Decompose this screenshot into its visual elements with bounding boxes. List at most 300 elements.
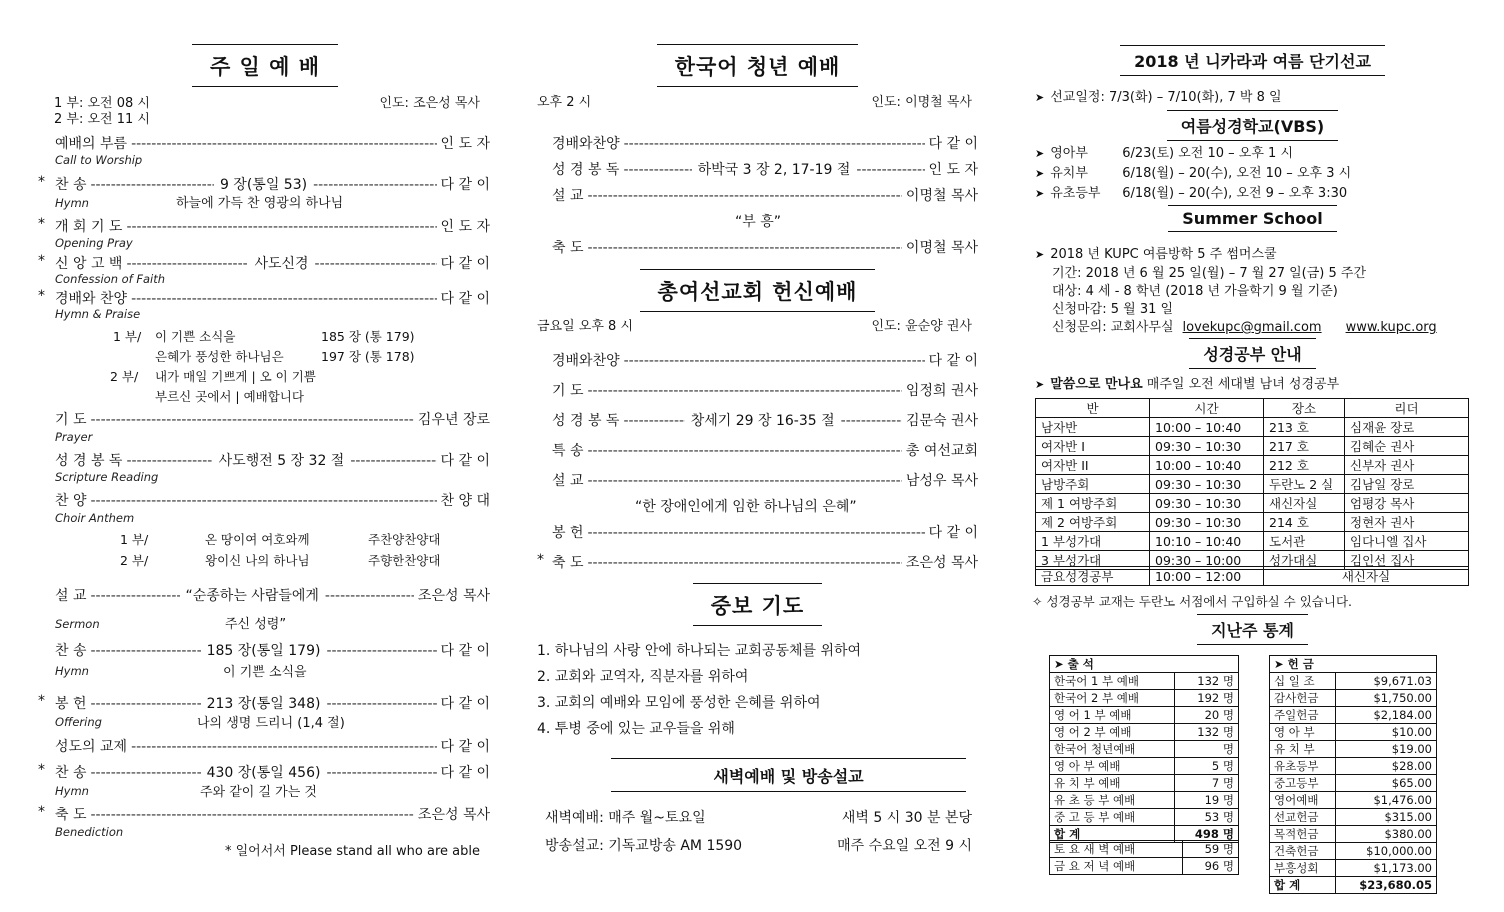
- table-row: [1036, 494, 1469, 513]
- table-row: [1036, 567, 1469, 586]
- women-order-item: [552, 470, 978, 490]
- other-services-column: [525, 0, 990, 912]
- hymn-title: 나의 생명 드리니 (1,4 절): [197, 716, 345, 731]
- weekly-stats-title: 지난주 통계: [1030, 614, 1475, 645]
- order-lbl: 봉 헌: [552, 525, 584, 541]
- order-who: 다 같 이: [440, 739, 490, 755]
- table-cell: 10:10 – 10:40: [1150, 532, 1264, 551]
- table-cell: $9,671.03: [1336, 673, 1437, 690]
- order-lbl: 찬 송: [55, 177, 87, 193]
- table-row: [1050, 758, 1239, 775]
- table-row: [1270, 758, 1437, 775]
- order-star: *: [38, 174, 45, 190]
- table-row: [1050, 673, 1239, 690]
- dotted-leader: [131, 739, 436, 755]
- order-item-en: Hymn & Praise: [55, 307, 141, 321]
- table-cell: 20 명: [1174, 707, 1238, 724]
- dawn-schedule: 새벽예배: 매주 월~토요일: [545, 810, 706, 826]
- order-who: 다 같 이: [440, 177, 491, 193]
- dotted-leader: [856, 162, 924, 178]
- order-mid: 185 장(통일 179): [206, 643, 321, 659]
- dotted-leader: [91, 807, 414, 823]
- table-cell: 금 요 저 녁 예배: [1050, 858, 1183, 875]
- table-cell: 영어예배: [1270, 792, 1336, 809]
- dotted-leader: [91, 765, 201, 781]
- order-item: [38, 174, 491, 194]
- table-header: 반: [1036, 399, 1150, 418]
- dotted-leader: [588, 240, 902, 256]
- table-cell: 한국어 청년예배: [1050, 741, 1175, 758]
- table-cell: 132 명: [1174, 673, 1238, 690]
- table-cell: 유초등부: [1270, 758, 1336, 775]
- order-item: [38, 693, 491, 713]
- table-total-row: [1270, 877, 1437, 894]
- table-cell: $19.00: [1336, 741, 1437, 758]
- praise-number: 185 장 (통 179): [321, 329, 415, 344]
- order-lbl: 설 교: [552, 188, 584, 204]
- order-lbl: 축 도: [55, 807, 87, 823]
- table-row: [1050, 858, 1239, 875]
- order-star: *: [38, 216, 45, 232]
- stand-footnote: * 일어서서 Please stand all who are able: [224, 844, 480, 859]
- dotted-leader: [325, 588, 414, 604]
- table-cell: 목적헌금: [1270, 826, 1336, 843]
- dotted-leader: [315, 256, 437, 272]
- order-item: [55, 490, 490, 510]
- vbs-item: ➤ 유치부 6/18(월) – 20(수), 오전 10 – 오후 3 시: [1035, 166, 1352, 181]
- order-item: [55, 640, 490, 660]
- table-cell: 여자반 II: [1036, 456, 1150, 475]
- arrow-icon: ➤: [1035, 91, 1045, 104]
- dawn-place: 새벽 5 시 30 분 본당: [841, 810, 972, 826]
- youth-order-item: [552, 159, 978, 179]
- praise-part: 2 부/: [110, 369, 139, 384]
- table-cell: 감사헌금: [1270, 690, 1336, 707]
- women-order-item: [552, 350, 978, 370]
- vbs-item: ➤ 영아부 6/23(토) 오전 10 – 오후 1 시: [1035, 146, 1294, 161]
- website-link[interactable]: www.kupc.org: [1345, 320, 1437, 335]
- attendance-extra-table: [1049, 840, 1239, 875]
- table-cell: $1,476.00: [1336, 792, 1437, 809]
- table-header: 시간: [1150, 399, 1264, 418]
- youth-order-item: [552, 185, 978, 205]
- order-who: 이명철 목사: [905, 188, 978, 204]
- summer-school-period: 기간: 2018 년 6 월 25 일(월) – 7 월 27 일(금) 5 주간: [1052, 266, 1367, 281]
- women-leader: 인도: 윤순양 권사: [871, 319, 972, 334]
- table-cell: 심재윤 장로: [1345, 418, 1469, 437]
- dotted-leader: [623, 413, 684, 429]
- order-lbl: 신 앙 고 백: [55, 256, 123, 272]
- table-cell: 유 치 부: [1270, 741, 1336, 758]
- summer-school-line: ➤ 2018 년 KUPC 여름방학 5 주 썸머스쿨: [1035, 247, 1277, 262]
- order-lbl: 경배와 찬양: [55, 291, 128, 307]
- youth-order-item: [552, 237, 978, 257]
- order-mid: 사도신경: [254, 256, 309, 272]
- order-item-en: Prayer: [55, 430, 93, 444]
- dotted-leader: [623, 162, 691, 178]
- table-cell: 임다니엘 집사: [1345, 532, 1469, 551]
- order-lbl: 기 도: [552, 383, 584, 399]
- order-who: 다 같 이: [928, 353, 978, 369]
- table-cell: 10:00 – 10:40: [1150, 456, 1264, 475]
- table-cell: 한국어 1 부 예배: [1050, 673, 1175, 690]
- order-who: 조은성 목사: [905, 555, 978, 571]
- table-cell: $65.00: [1336, 775, 1437, 792]
- order-star: *: [38, 253, 45, 269]
- order-lbl: 설 교: [552, 473, 584, 489]
- table-cell: $380.00: [1336, 826, 1437, 843]
- women-mission-title: 총여선교회 헌신예배: [525, 269, 990, 312]
- arrow-icon: ➤: [1035, 248, 1045, 261]
- table-cell: 토 요 새 벽 예배: [1050, 841, 1183, 858]
- order-item: [55, 736, 490, 756]
- broadcast-schedule: 방송설교: 기독교방송 AM 1590: [545, 838, 743, 854]
- table-row: [1050, 724, 1239, 741]
- choir-song: 온 땅이여 여호와께: [205, 532, 310, 547]
- table-row: [1036, 456, 1469, 475]
- order-item-en: Offering: [55, 715, 102, 729]
- order-item-en: Sermon: [55, 617, 100, 631]
- order-who: 총 여선교회: [905, 443, 978, 459]
- order-who: 다 같 이: [440, 291, 490, 307]
- order-who: 조은성 목사: [417, 588, 490, 604]
- order-lbl: 설 교: [55, 588, 87, 604]
- broadcast-time: 매주 수요일 오전 9 시: [837, 838, 972, 854]
- dotted-leader: [131, 136, 436, 152]
- arrow-icon: ➤: [1035, 167, 1045, 180]
- table-cell: 영 어 2 부 예배: [1050, 724, 1175, 741]
- table-cell: 132 명: [1174, 724, 1238, 741]
- table-cell: 10:00 – 10:40: [1150, 418, 1264, 437]
- order-who: 임정희 권사: [905, 383, 978, 399]
- order-who: 남성우 목사: [905, 473, 978, 489]
- dotted-leader: [126, 219, 436, 235]
- table-row: [1050, 741, 1239, 758]
- order-who: 다 같 이: [440, 453, 491, 469]
- order-who: 다 같 이: [440, 643, 491, 659]
- order-mid: “순종하는 사람들에게: [185, 588, 319, 604]
- dotted-leader: [624, 353, 925, 369]
- order-item: [55, 585, 490, 605]
- prayer-item: 2. 교회와 교역자, 직분자를 위하여: [537, 669, 749, 685]
- table-row: [1270, 843, 1437, 860]
- order-lbl: 찬 양: [55, 493, 87, 509]
- dotted-leader: [588, 473, 902, 489]
- table-cell: 도서관: [1264, 532, 1345, 551]
- youth-leader: 인도: 이명철 목사: [871, 95, 972, 110]
- dotted-leader: [588, 525, 925, 541]
- table-cell: 유 초 등 부 예배: [1050, 792, 1175, 809]
- table-cell: 엄평강 목사: [1345, 494, 1469, 513]
- table-cell: 두란노 2 실: [1264, 475, 1345, 494]
- table-row: [1050, 690, 1239, 707]
- choir-part: 2 부/: [120, 553, 149, 568]
- bible-study-table: [1035, 398, 1469, 570]
- service-leader: 인도: 조은성 목사: [379, 96, 480, 111]
- order-item: [38, 288, 490, 308]
- arrow-icon: ➤: [1035, 147, 1045, 160]
- praise-song: 이 기쁜 소식을: [155, 329, 236, 344]
- order-item: [38, 216, 490, 236]
- table-cell: 3 부성가대: [1036, 551, 1150, 570]
- prayer-item: 4. 투병 중에 있는 교우들을 위해: [537, 721, 735, 737]
- hymn-title: 하늘에 가득 찬 영광의 하나님: [176, 196, 344, 211]
- arrow-icon: ➤: [1035, 187, 1045, 200]
- order-lbl: 봉 헌: [55, 696, 87, 712]
- order-mid: 하박국 3 장 2, 17-19 절: [697, 162, 851, 178]
- women-order-item: [552, 440, 978, 460]
- order-who: 조은성 목사: [417, 807, 490, 823]
- table-cell: 영 아 부 예배: [1050, 758, 1175, 775]
- dotted-leader: [588, 555, 902, 571]
- order-who: 다 같 이: [928, 525, 978, 541]
- bible-study-note: ✧ 성경공부 교재는 두란노 서점에서 구입하실 수 있습니다.: [1032, 594, 1352, 609]
- prayer-item: 1. 하나님의 사랑 안에 하나되는 교회공동체를 위하여: [537, 643, 862, 659]
- praise-song: 내가 매일 기쁘게 | 오 이 기쁨: [155, 369, 316, 384]
- order-who: 인 도 자: [440, 219, 490, 235]
- order-who: 다 같 이: [440, 696, 491, 712]
- order-star: *: [38, 804, 45, 820]
- dotted-leader: [126, 453, 212, 469]
- vbs-title: 여름성경학교(VBS): [1030, 110, 1475, 141]
- mission-title: 2018 년 니카라과 여름 단기선교: [1030, 45, 1475, 76]
- praise-number: 197 장 (통 178): [321, 349, 415, 364]
- dotted-leader: [588, 188, 902, 204]
- order-who: 다 같 이: [928, 136, 978, 152]
- table-cell: $23,680.05: [1336, 877, 1437, 894]
- order-item-en: Hymn: [55, 196, 89, 210]
- order-lbl: 축 도: [552, 555, 584, 571]
- order-mid: 213 장(통일 348): [206, 696, 321, 712]
- summer-school-title: Summer School: [1030, 205, 1475, 232]
- dotted-leader: [126, 256, 248, 272]
- table-cell: 유 치 부 예배: [1050, 775, 1175, 792]
- order-item-en: Choir Anthem: [55, 511, 135, 525]
- table-cell: 09:30 – 10:00: [1150, 551, 1264, 570]
- arrow-icon: ➤: [1054, 657, 1068, 671]
- table-cell: 합 계: [1050, 826, 1175, 843]
- sunday-service-column: [40, 0, 490, 912]
- table-row: [1050, 792, 1239, 809]
- dotted-leader: [841, 413, 902, 429]
- order-lbl: 성 경 봉 독: [552, 413, 620, 429]
- order-item: [55, 409, 490, 429]
- table-row: [1036, 532, 1469, 551]
- table-cell: 새신자실: [1264, 567, 1469, 586]
- order-who: 다 같 이: [440, 765, 491, 781]
- dotted-leader: [91, 412, 414, 428]
- table-row: [1270, 724, 1437, 741]
- table-cell: 합 계: [1270, 877, 1336, 894]
- youth-time: 오후 2 시: [537, 95, 592, 110]
- order-item: [38, 253, 491, 273]
- table-header: 리더: [1345, 399, 1469, 418]
- order-item: [38, 762, 491, 782]
- order-lbl: 경배와찬양: [552, 353, 620, 369]
- table-cell: 1 부성가대: [1036, 532, 1150, 551]
- order-item-en: Benediction: [55, 825, 124, 839]
- dotted-leader: [91, 588, 180, 604]
- order-item-en: Confession of Faith: [55, 272, 166, 286]
- table-header-row: [1036, 399, 1469, 418]
- women-order-item: [552, 380, 978, 400]
- table-row: [1036, 513, 1469, 532]
- order-lbl: 성 경 봉 독: [552, 162, 620, 178]
- order-lbl: 축 도: [552, 240, 584, 256]
- table-cell: 건축헌금: [1270, 843, 1336, 860]
- table-row: [1270, 775, 1437, 792]
- dawn-service-title: 새벽예배 및 방송설교: [713, 767, 864, 786]
- order-lbl: 성 경 봉 독: [55, 453, 123, 469]
- order-item: [38, 804, 490, 824]
- table-cell: 09:30 – 10:30: [1150, 494, 1264, 513]
- table-cell: 김인선 집사: [1345, 551, 1469, 570]
- table-row: [1036, 475, 1469, 494]
- table-cell: ➤ 출 석: [1050, 656, 1239, 673]
- order-who: 인 도 자: [440, 136, 490, 152]
- table-cell: 제 1 여방주회: [1036, 494, 1150, 513]
- order-who: 김우년 장로: [417, 412, 490, 428]
- intercession-title: 중보 기도: [525, 583, 990, 626]
- summer-school-target: 대상: 4 세 - 8 학년 (2018 년 가을학기 9 월 기준): [1052, 284, 1338, 299]
- praise-song: 부르신 곳에서 | 예배합니다: [155, 389, 304, 404]
- table-cell: 09:30 – 10:30: [1150, 513, 1264, 532]
- dotted-leader: [313, 177, 436, 193]
- table-row: [1050, 841, 1239, 858]
- announcements-column: [1030, 0, 1475, 912]
- order-item: [55, 450, 490, 470]
- table-cell: 정현자 권사: [1345, 513, 1469, 532]
- women-order-item: [537, 552, 978, 572]
- table-cell: 남방주회: [1036, 475, 1150, 494]
- service-time-1: 1 부: 오전 08 시: [54, 96, 150, 111]
- order-who: 다 같 이: [440, 256, 491, 272]
- table-cell: 여자반 I: [1036, 437, 1150, 456]
- table-cell: 59 명: [1182, 841, 1238, 858]
- choir-name: 주찬양찬양대: [368, 532, 441, 547]
- table-cell: 213 호: [1264, 418, 1345, 437]
- order-mid: 창세기 29 장 16-35 절: [690, 413, 835, 429]
- praise-song: 은혜가 풍성한 하나님은: [155, 349, 284, 364]
- dotted-leader: [91, 696, 201, 712]
- table-cell: 중 고 등 부 예배: [1050, 809, 1175, 826]
- order-star: *: [537, 552, 544, 568]
- table-cell: 명: [1174, 741, 1238, 758]
- friday-study-table: [1035, 566, 1469, 586]
- women-order-item: [552, 522, 978, 542]
- table-cell: 09:30 – 10:30: [1150, 475, 1264, 494]
- table-row: [1036, 437, 1469, 456]
- summer-school-deadline: 신청마감: 5 월 31 일: [1052, 302, 1174, 317]
- table-cell: 중고등부: [1270, 775, 1336, 792]
- table-cell: 7 명: [1174, 775, 1238, 792]
- attendance-table: [1049, 655, 1239, 843]
- bible-study-title: 성경공부 안내: [1030, 338, 1475, 369]
- hymn-title: 주와 같이 길 가는 것: [200, 785, 317, 800]
- arrow-icon: ➤: [1274, 657, 1288, 671]
- table-row: [1270, 826, 1437, 843]
- arrow-icon: ➤: [1035, 378, 1045, 391]
- email-link[interactable]: lovekupc@gmail.com: [1182, 320, 1322, 335]
- order-mid: 430 장(통일 456): [206, 765, 321, 781]
- youth-service-title: 한국어 청년 예배: [525, 44, 990, 87]
- order-who: 찬 양 대: [440, 493, 490, 509]
- table-cell: 남자반: [1036, 418, 1150, 437]
- choir-name: 주향한찬양대: [368, 553, 441, 568]
- dotted-leader: [326, 765, 436, 781]
- order-star: *: [38, 762, 45, 778]
- table-cell: 김남일 장로: [1345, 475, 1469, 494]
- table-row: [1050, 775, 1239, 792]
- hymn-title: 이 기쁜 소식을: [223, 665, 307, 680]
- table-cell: 214 호: [1264, 513, 1345, 532]
- table-header-row: [1270, 656, 1437, 673]
- table-cell: $28.00: [1336, 758, 1437, 775]
- table-row: [1270, 741, 1437, 758]
- table-cell: 부흥성회: [1270, 860, 1336, 877]
- table-cell: 신부자 권사: [1345, 456, 1469, 475]
- table-cell: 새신자실: [1264, 494, 1345, 513]
- diamond-icon: ✧: [1032, 594, 1047, 609]
- table-cell: 53 명: [1174, 809, 1238, 826]
- table-cell: $1,173.00: [1336, 860, 1437, 877]
- order-lbl: 예배의 부름: [55, 136, 128, 152]
- table-row: [1270, 792, 1437, 809]
- table-cell: 성가대실: [1264, 551, 1345, 570]
- order-lbl: 개 회 기 도: [55, 219, 123, 235]
- table-cell: 5 명: [1174, 758, 1238, 775]
- table-row: [1270, 707, 1437, 724]
- dotted-leader: [326, 643, 436, 659]
- table-cell: 김혜순 권사: [1345, 437, 1469, 456]
- table-cell: 한국어 2 부 예배: [1050, 690, 1175, 707]
- order-item-en: Opening Pray: [55, 236, 133, 250]
- table-cell: 영 아 부: [1270, 724, 1336, 741]
- vbs-item: ➤ 유초등부 6/18(월) – 20(수), 오전 9 – 오후 3:30: [1035, 186, 1348, 201]
- table-cell: 212 호: [1264, 456, 1345, 475]
- dotted-leader: [91, 643, 201, 659]
- praise-part: 1 부/: [113, 329, 142, 344]
- table-row: [1050, 707, 1239, 724]
- dotted-leader: [588, 443, 902, 459]
- table-cell: 영 어 1 부 예배: [1050, 707, 1175, 724]
- youth-order-item: [552, 133, 978, 153]
- women-sermon-title: “한 장애인에게 임한 하나님의 은혜”: [635, 499, 857, 515]
- order-lbl: 경배와찬양: [552, 136, 620, 152]
- order-lbl: 기 도: [55, 412, 87, 428]
- summer-school-contact: 신청문의: 교회사무실 lovekupc@gmail.com www.kupc.org: [1052, 320, 1437, 335]
- dotted-leader: [91, 493, 437, 509]
- order-item: [55, 133, 490, 153]
- table-cell: 19 명: [1174, 792, 1238, 809]
- dotted-leader: [131, 291, 436, 307]
- order-mid: 9 장(통일 53): [219, 177, 308, 193]
- dotted-leader: [350, 453, 436, 469]
- order-item-en: Hymn: [55, 664, 89, 678]
- order-lbl: 성도의 교제: [55, 739, 128, 755]
- table-cell: 십 일 조: [1270, 673, 1336, 690]
- dotted-leader: [326, 696, 436, 712]
- dotted-leader: [91, 177, 214, 193]
- order-item-en: Call to Worship: [55, 153, 143, 167]
- bible-study-intro: ➤ 말씀으로 만나요 매주일 오전 세대별 남녀 성경공부: [1035, 377, 1340, 392]
- table-cell: 192 명: [1174, 690, 1238, 707]
- table-cell: 제 2 여방주회: [1036, 513, 1150, 532]
- table-cell: ➤ 헌 금: [1270, 656, 1437, 673]
- dotted-leader: [624, 136, 925, 152]
- table-cell: 498 명: [1174, 826, 1238, 843]
- table-cell: 96 명: [1182, 858, 1238, 875]
